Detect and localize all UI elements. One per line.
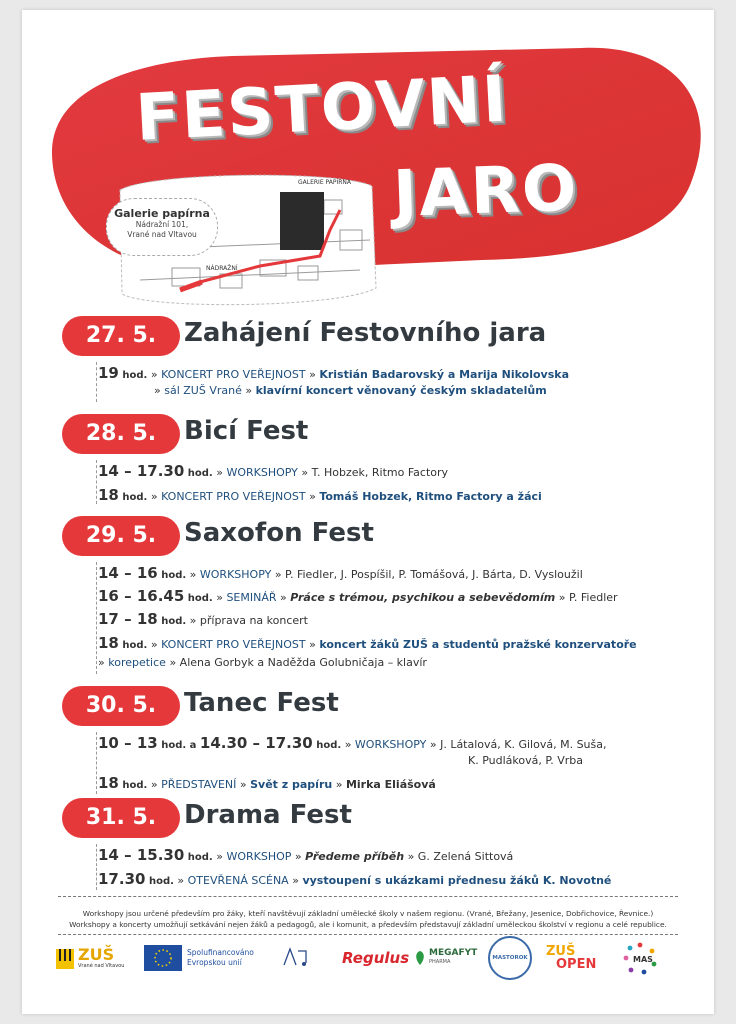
poster xyxy=(22,10,714,1014)
program-line: 18 hod. » KONCERT PRO VEŘEJNOST » Tomáš Hobzek, Ritmo Factory a žáci xyxy=(98,486,542,504)
program-line: K. Pudláková, P. Vrba xyxy=(468,754,584,767)
day-heading: Bicí Fest xyxy=(184,416,309,446)
venue-address-2: Vrané nad Vltavou xyxy=(127,230,197,239)
footer-line-1: Workshopy jsou určené především pro žáky, kteří navštěvují základní umělecké školy v našem regionu. (Vrané, Břežany, Jesenice, Dobřichovice, Řevnice.) xyxy=(82,909,654,918)
divider xyxy=(96,460,97,504)
footer-note xyxy=(58,908,678,930)
people-circle-icon xyxy=(622,941,658,975)
music-notes-icon xyxy=(280,945,312,971)
divider xyxy=(58,896,678,897)
logo-mastorok: MASTOROK xyxy=(488,938,532,978)
day-heading: Drama Fest xyxy=(184,800,352,830)
logo-zus: ZUŠ Vrané nad Vltavou xyxy=(56,938,124,978)
program-line: 18 hod. » KONCERT PRO VEŘEJNOST » koncert žáků ZUŠ a studentů pražské konzervatoře xyxy=(98,634,637,652)
date-pill: 30. 5. xyxy=(62,686,180,726)
program-line: 19 hod. » KONCERT PRO VEŘEJNOST » Kristián Badarovský a Marija Nikolovska xyxy=(98,364,570,382)
venue-name: Galerie papírna xyxy=(114,207,210,220)
divider xyxy=(96,362,97,402)
eu-flag-icon xyxy=(144,945,182,971)
divider xyxy=(96,562,97,674)
program-line: 17.30 hod. » OTEVŘENÁ SCÉNA » vystoupení s ukázkami přednesu žáků K. Novotné xyxy=(98,870,612,888)
logo-music-icon xyxy=(280,938,312,978)
divider xyxy=(58,934,678,935)
map-label-nadrazni: NÁDRAŽNÍ xyxy=(206,265,238,272)
footer-line-2: Workshopy a koncerty umožňují setkávání nejen žáků a pedagogů, ale i komunit, a především představují základní uměleckou školství v regionu a celé republice. xyxy=(69,920,667,929)
logo-megafyt: MEGAFYT PHARMA xyxy=(414,938,477,978)
divider xyxy=(96,844,97,890)
logo-eu: Spolufinancováno Evropskou unií xyxy=(144,938,254,978)
title-jaro: JARO xyxy=(392,151,580,232)
program-line: 14 – 17.30 hod. » WORKSHOPY » T. Hobzek, Ritmo Factory xyxy=(98,462,449,480)
date-pill: 28. 5. xyxy=(62,414,180,454)
day-heading: Saxofon Fest xyxy=(184,518,374,548)
date-pill: 29. 5. xyxy=(62,516,180,556)
logo-zus-open: ZUŠ OPEN xyxy=(546,944,597,972)
logo-mas xyxy=(622,938,658,978)
venue-address-1: Nádražní 101, xyxy=(135,220,189,229)
program-line: » korepetice » Alena Gorbyk a Naděžda Golubničaja – klavír xyxy=(98,656,427,669)
program-line: 16 – 16.45 hod. » SEMINÁŘ » Práce s trémou, psychikou a sebevědomím » P. Fiedler xyxy=(98,587,618,605)
program-line: 14 – 15.30 hod. » WORKSHOP » Předeme příběh » G. Zelená Sittová xyxy=(98,846,514,864)
day-heading: Zahájení Festovního jara xyxy=(184,318,547,348)
program-line: 10 – 13 hod. a 14.30 – 17.30 hod. » WORKSHOPY » J. Látalová, K. Gilová, M. Suša, xyxy=(98,734,607,752)
divider xyxy=(96,732,97,794)
program-line: » sál ZUŠ Vrané » klavírní koncert věnovaný českým skladatelům xyxy=(154,384,547,397)
venue-label xyxy=(106,198,218,256)
day-heading: Tanec Fest xyxy=(184,688,339,718)
logo-regulus: Regulus xyxy=(342,949,410,967)
leaf-icon xyxy=(414,950,426,966)
map-label-galerie: GALERIE PAPÍRNA xyxy=(298,179,352,186)
date-pill: 31. 5. xyxy=(62,798,180,838)
program-line: 17 – 18 hod. » příprava na koncert xyxy=(98,610,308,628)
date-pill: 27. 5. xyxy=(62,316,180,356)
program-line: 18 hod. » PŘEDSTAVENÍ » Svět z papíru » Mirka Eliášová xyxy=(98,774,436,792)
title-festovni: FESTOVNÍ xyxy=(134,62,511,156)
program-line: 14 – 16 hod. » WORKSHOPY » P. Fiedler, J. Pospíšil, P. Tomášová, J. Bárta, D. Vysloužil xyxy=(98,564,583,582)
piano-icon xyxy=(56,945,74,971)
svg-text:MAS: MAS xyxy=(633,955,653,964)
